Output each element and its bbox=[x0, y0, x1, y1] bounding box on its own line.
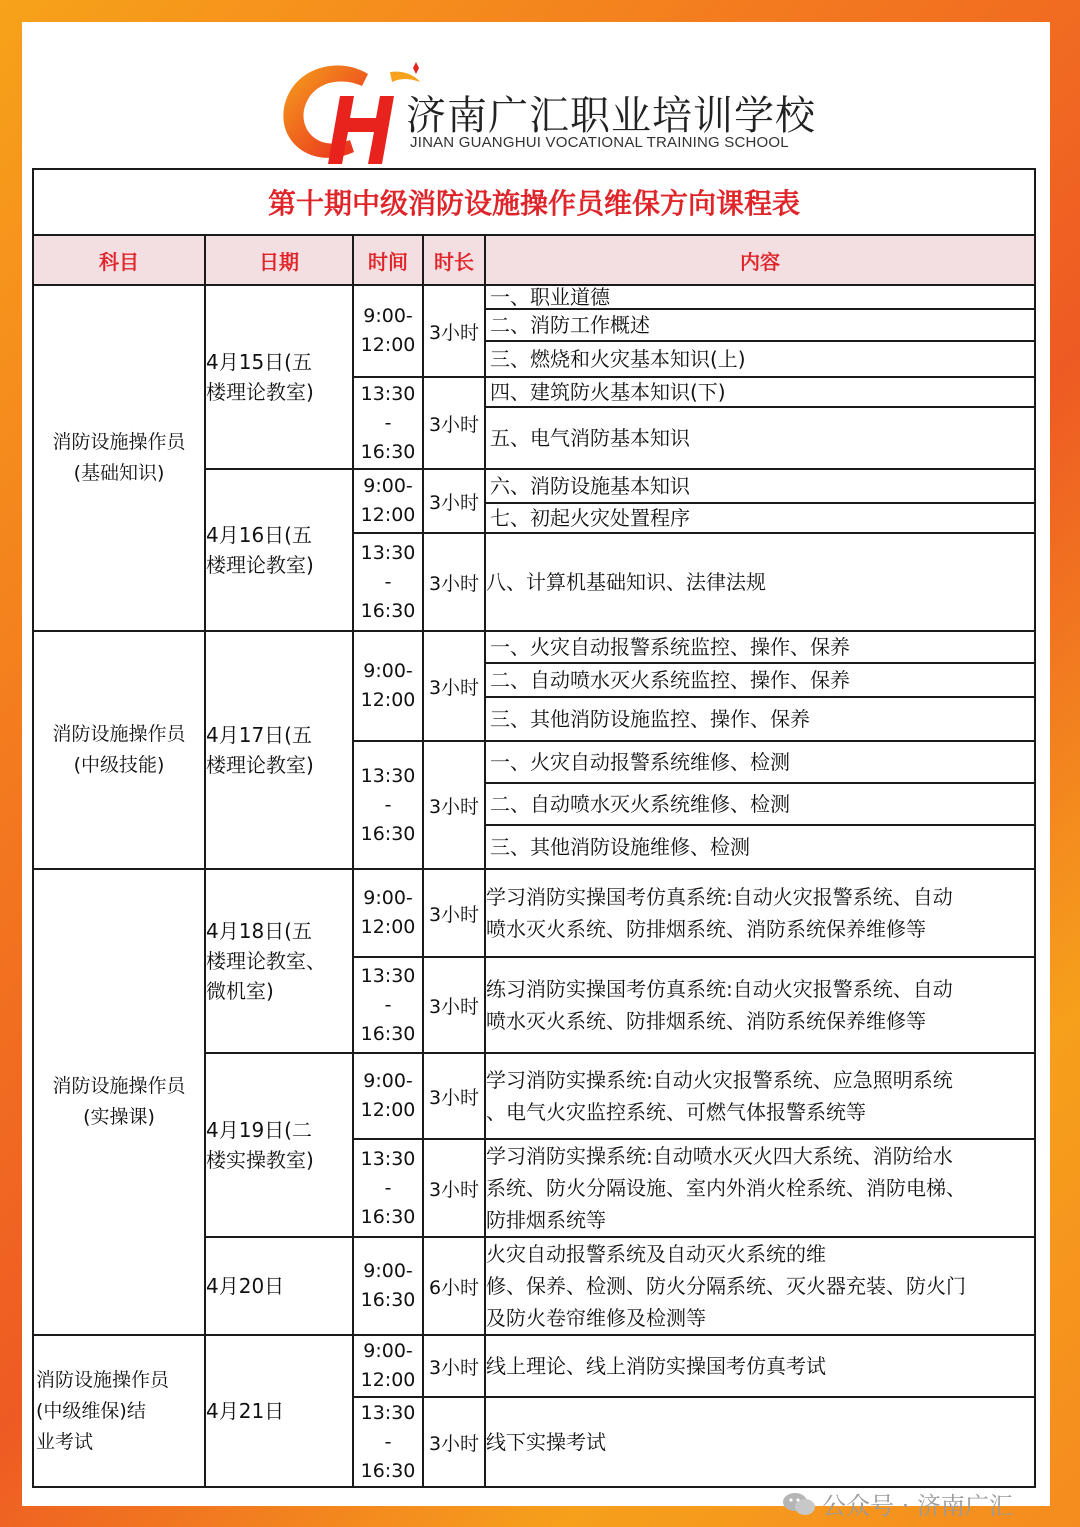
subject-basic bbox=[33, 285, 205, 631]
date-cell: 4月21日 bbox=[205, 1335, 353, 1487]
time-text: 9:00- bbox=[363, 1070, 413, 1092]
duration-cell: 3小时 bbox=[423, 631, 485, 741]
table-title: 第十期中级消防设施操作员维保方向课程表 bbox=[33, 169, 1035, 235]
duration-cell: 3小时 bbox=[423, 957, 485, 1053]
duration-cell: 3小时 bbox=[423, 377, 485, 469]
time-cell bbox=[353, 1053, 423, 1139]
content-line: 学习消防实操系统:自动火灾报警系统、应急照明系统 bbox=[486, 1068, 953, 1092]
time-text: 16:30 bbox=[360, 1205, 416, 1228]
content-cell: 线上理论、线上消防实操国考仿真考试 bbox=[485, 1335, 1035, 1397]
table-row bbox=[33, 631, 1035, 741]
duration-cell: 3小时 bbox=[423, 285, 485, 377]
time-text: 12:00 bbox=[360, 916, 416, 938]
content-cell bbox=[485, 469, 1035, 533]
time-text: 16:30 bbox=[360, 1022, 416, 1045]
subject-text: (中级维保)结 bbox=[36, 1399, 146, 1422]
content-line: 学习消防实操国考仿真系统:自动火灾报警系统、自动 bbox=[486, 885, 953, 909]
course-schedule-table bbox=[32, 168, 1036, 1488]
column-header-time: 时间 bbox=[353, 235, 423, 285]
time-text: 13:30 bbox=[360, 964, 416, 987]
time-cell bbox=[353, 285, 423, 377]
date-cell bbox=[205, 631, 353, 869]
column-header-subject: 科目 bbox=[33, 235, 205, 285]
table-header-row bbox=[33, 235, 1035, 285]
time-text: 13:30 bbox=[360, 1401, 416, 1424]
time-cell bbox=[353, 631, 423, 741]
content-line: 三、其他消防设施监控、操作、保养 bbox=[490, 707, 810, 731]
duration-cell: 3小时 bbox=[423, 1053, 485, 1139]
duration-cell: 3小时 bbox=[423, 1335, 485, 1397]
date-cell: 4月20日 bbox=[205, 1237, 353, 1335]
date-text: 微机室) bbox=[206, 979, 274, 1003]
time-cell bbox=[353, 1397, 423, 1487]
time-text: - bbox=[384, 993, 392, 1016]
content-cell bbox=[485, 1053, 1035, 1139]
duration-cell: 3小时 bbox=[423, 1139, 485, 1237]
table-row bbox=[33, 1335, 1035, 1397]
date-text: 楼理论教室) bbox=[206, 553, 314, 577]
time-text: 12:00 bbox=[360, 334, 416, 356]
time-text: 9:00- bbox=[363, 305, 413, 327]
content-cell bbox=[485, 1139, 1035, 1237]
subject-exam bbox=[33, 1335, 205, 1487]
content-line: 喷水灭火系统、防排烟系统、消防系统保养维修等 bbox=[486, 1009, 926, 1033]
subject-text: 业考试 bbox=[36, 1430, 94, 1453]
content-line: 七、初起火灾处置程序 bbox=[490, 506, 690, 530]
date-cell bbox=[205, 469, 353, 631]
content-line: 及防火卷帘维修及检测等 bbox=[486, 1306, 706, 1330]
subject-text: 消防设施操作员 bbox=[52, 431, 186, 453]
date-cell bbox=[205, 1053, 353, 1237]
time-cell bbox=[353, 957, 423, 1053]
content-line: 一、火灾自动报警系统监控、操作、保养 bbox=[486, 632, 1034, 664]
content-line: 四、建筑防火基本知识(下) bbox=[486, 378, 1034, 408]
duration-cell: 3小时 bbox=[423, 1397, 485, 1487]
duration-cell: 3小时 bbox=[423, 869, 485, 957]
date-text: 楼理论教室) bbox=[206, 753, 314, 777]
time-text: 9:00- bbox=[363, 1260, 413, 1282]
content-line: 三、其他消防设施维修、检测 bbox=[490, 835, 750, 859]
table-row bbox=[33, 869, 1035, 957]
subject-text: 消防设施操作员 bbox=[52, 1075, 186, 1097]
time-cell bbox=[353, 469, 423, 533]
time-text: 9:00- bbox=[363, 660, 413, 682]
time-text: 12:00 bbox=[360, 689, 416, 711]
time-text: - bbox=[384, 1176, 392, 1199]
school-name-cn: 济南广汇职业培训学校 bbox=[406, 93, 816, 139]
content-cell bbox=[485, 741, 1035, 869]
duration-cell: 6小时 bbox=[423, 1237, 485, 1335]
wechat-watermark bbox=[782, 1486, 1013, 1521]
content-cell: 八、计算机基础知识、法律法规 bbox=[485, 533, 1035, 631]
content-line: 一、火灾自动报警系统维修、检测 bbox=[486, 742, 1034, 784]
watermark-text: 公众号 · 济南广汇 bbox=[822, 1492, 1013, 1520]
duration-cell: 3小时 bbox=[423, 741, 485, 869]
time-text: - bbox=[384, 570, 392, 593]
time-text: - bbox=[384, 411, 392, 434]
column-header-duration: 时长 bbox=[423, 235, 485, 285]
time-text: 16:30 bbox=[360, 440, 416, 463]
time-text: 13:30 bbox=[360, 541, 416, 564]
subject-text: 消防设施操作员 bbox=[36, 1368, 170, 1391]
time-text: - bbox=[384, 1430, 392, 1453]
time-cell bbox=[353, 869, 423, 957]
date-cell bbox=[205, 869, 353, 1053]
subject-text: (实操课) bbox=[83, 1106, 155, 1128]
content-line: 二、消防工作概述 bbox=[486, 310, 1034, 342]
date-text: 4月17日(五 bbox=[206, 723, 312, 747]
time-text: 12:00 bbox=[360, 1099, 416, 1121]
content-cell bbox=[485, 631, 1035, 741]
time-text: - bbox=[384, 793, 392, 816]
content-line: 一、职业道德 bbox=[486, 286, 1034, 310]
content-line: 二、自动喷水灭火系统维修、检测 bbox=[486, 784, 1034, 826]
time-text: 12:00 bbox=[360, 1369, 416, 1391]
schedule-sheet bbox=[22, 22, 1050, 1520]
content-line: 练习消防实操国考仿真系统:自动火灾报警系统、自动 bbox=[486, 977, 953, 1001]
content-line: 二、自动喷水灭火系统监控、操作、保养 bbox=[486, 664, 1034, 698]
time-text: 13:30 bbox=[360, 1147, 416, 1170]
duration-cell: 3小时 bbox=[423, 469, 485, 533]
column-header-date: 日期 bbox=[205, 235, 353, 285]
subject-skills bbox=[33, 631, 205, 869]
subject-text: 消防设施操作员 bbox=[52, 723, 186, 745]
time-text: 12:00 bbox=[360, 504, 416, 526]
time-text: 13:30 bbox=[360, 764, 416, 787]
time-cell bbox=[353, 1139, 423, 1237]
date-text: 4月15日(五 bbox=[206, 350, 312, 374]
content-line: 三、燃烧和火灾基本知识(上) bbox=[490, 347, 746, 371]
content-cell bbox=[485, 377, 1035, 469]
content-cell: 线下实操考试 bbox=[485, 1397, 1035, 1487]
content-line: 修、保养、检测、防火分隔系统、灭火器充装、防火门 bbox=[486, 1274, 966, 1298]
date-text: 4月16日(五 bbox=[206, 523, 312, 547]
content-line: 喷水灭火系统、防排烟系统、消防系统保养维修等 bbox=[486, 917, 926, 941]
time-cell bbox=[353, 377, 423, 469]
date-cell bbox=[205, 285, 353, 469]
duration-cell: 3小时 bbox=[423, 533, 485, 631]
wechat-icon bbox=[782, 1491, 816, 1517]
school-header bbox=[22, 22, 1050, 170]
content-cell bbox=[485, 869, 1035, 957]
content-line: 、电气火灾监控系统、可燃气体报警系统等 bbox=[486, 1100, 866, 1124]
date-text: 楼理论教室、 bbox=[206, 949, 326, 973]
subject-text: (中级技能) bbox=[73, 754, 165, 776]
date-text: 4月19日(二 bbox=[206, 1118, 312, 1142]
content-line: 系统、防火分隔设施、室内外消火栓系统、消防电梯、 bbox=[486, 1176, 966, 1200]
content-cell bbox=[485, 957, 1035, 1053]
time-cell bbox=[353, 741, 423, 869]
time-text: 9:00- bbox=[363, 1340, 413, 1362]
content-line: 六、消防设施基本知识 bbox=[486, 470, 1034, 504]
time-cell bbox=[353, 1237, 423, 1335]
date-text: 楼理论教室) bbox=[206, 380, 314, 404]
column-header-content: 内容 bbox=[485, 235, 1035, 285]
time-text: 16:30 bbox=[360, 822, 416, 845]
time-text: 16:30 bbox=[360, 1289, 416, 1311]
time-text: 16:30 bbox=[360, 599, 416, 622]
time-text: 13:30 bbox=[360, 382, 416, 405]
content-line: 学习消防实操系统:自动喷水灭火四大系统、消防给水 bbox=[486, 1144, 953, 1168]
date-text: 楼实操教室) bbox=[206, 1148, 314, 1172]
subject-text: (基础知识) bbox=[73, 462, 165, 484]
content-cell bbox=[485, 285, 1035, 377]
time-cell bbox=[353, 1335, 423, 1397]
content-line: 防排烟系统等 bbox=[486, 1208, 606, 1232]
date-text: 4月18日(五 bbox=[206, 919, 312, 943]
table-row bbox=[33, 285, 1035, 377]
time-text: 16:30 bbox=[360, 1459, 416, 1482]
time-text: 9:00- bbox=[363, 475, 413, 497]
subject-practice bbox=[33, 869, 205, 1335]
content-line: 五、电气消防基本知识 bbox=[490, 426, 690, 450]
time-cell bbox=[353, 533, 423, 631]
time-text: 9:00- bbox=[363, 887, 413, 909]
content-line: 火灾自动报警系统及自动灭火系统的维 bbox=[486, 1242, 826, 1266]
school-name-en: JINAN GUANGHUI VOCATIONAL TRAINING SCHOOL bbox=[410, 134, 789, 151]
content-cell bbox=[485, 1237, 1035, 1335]
